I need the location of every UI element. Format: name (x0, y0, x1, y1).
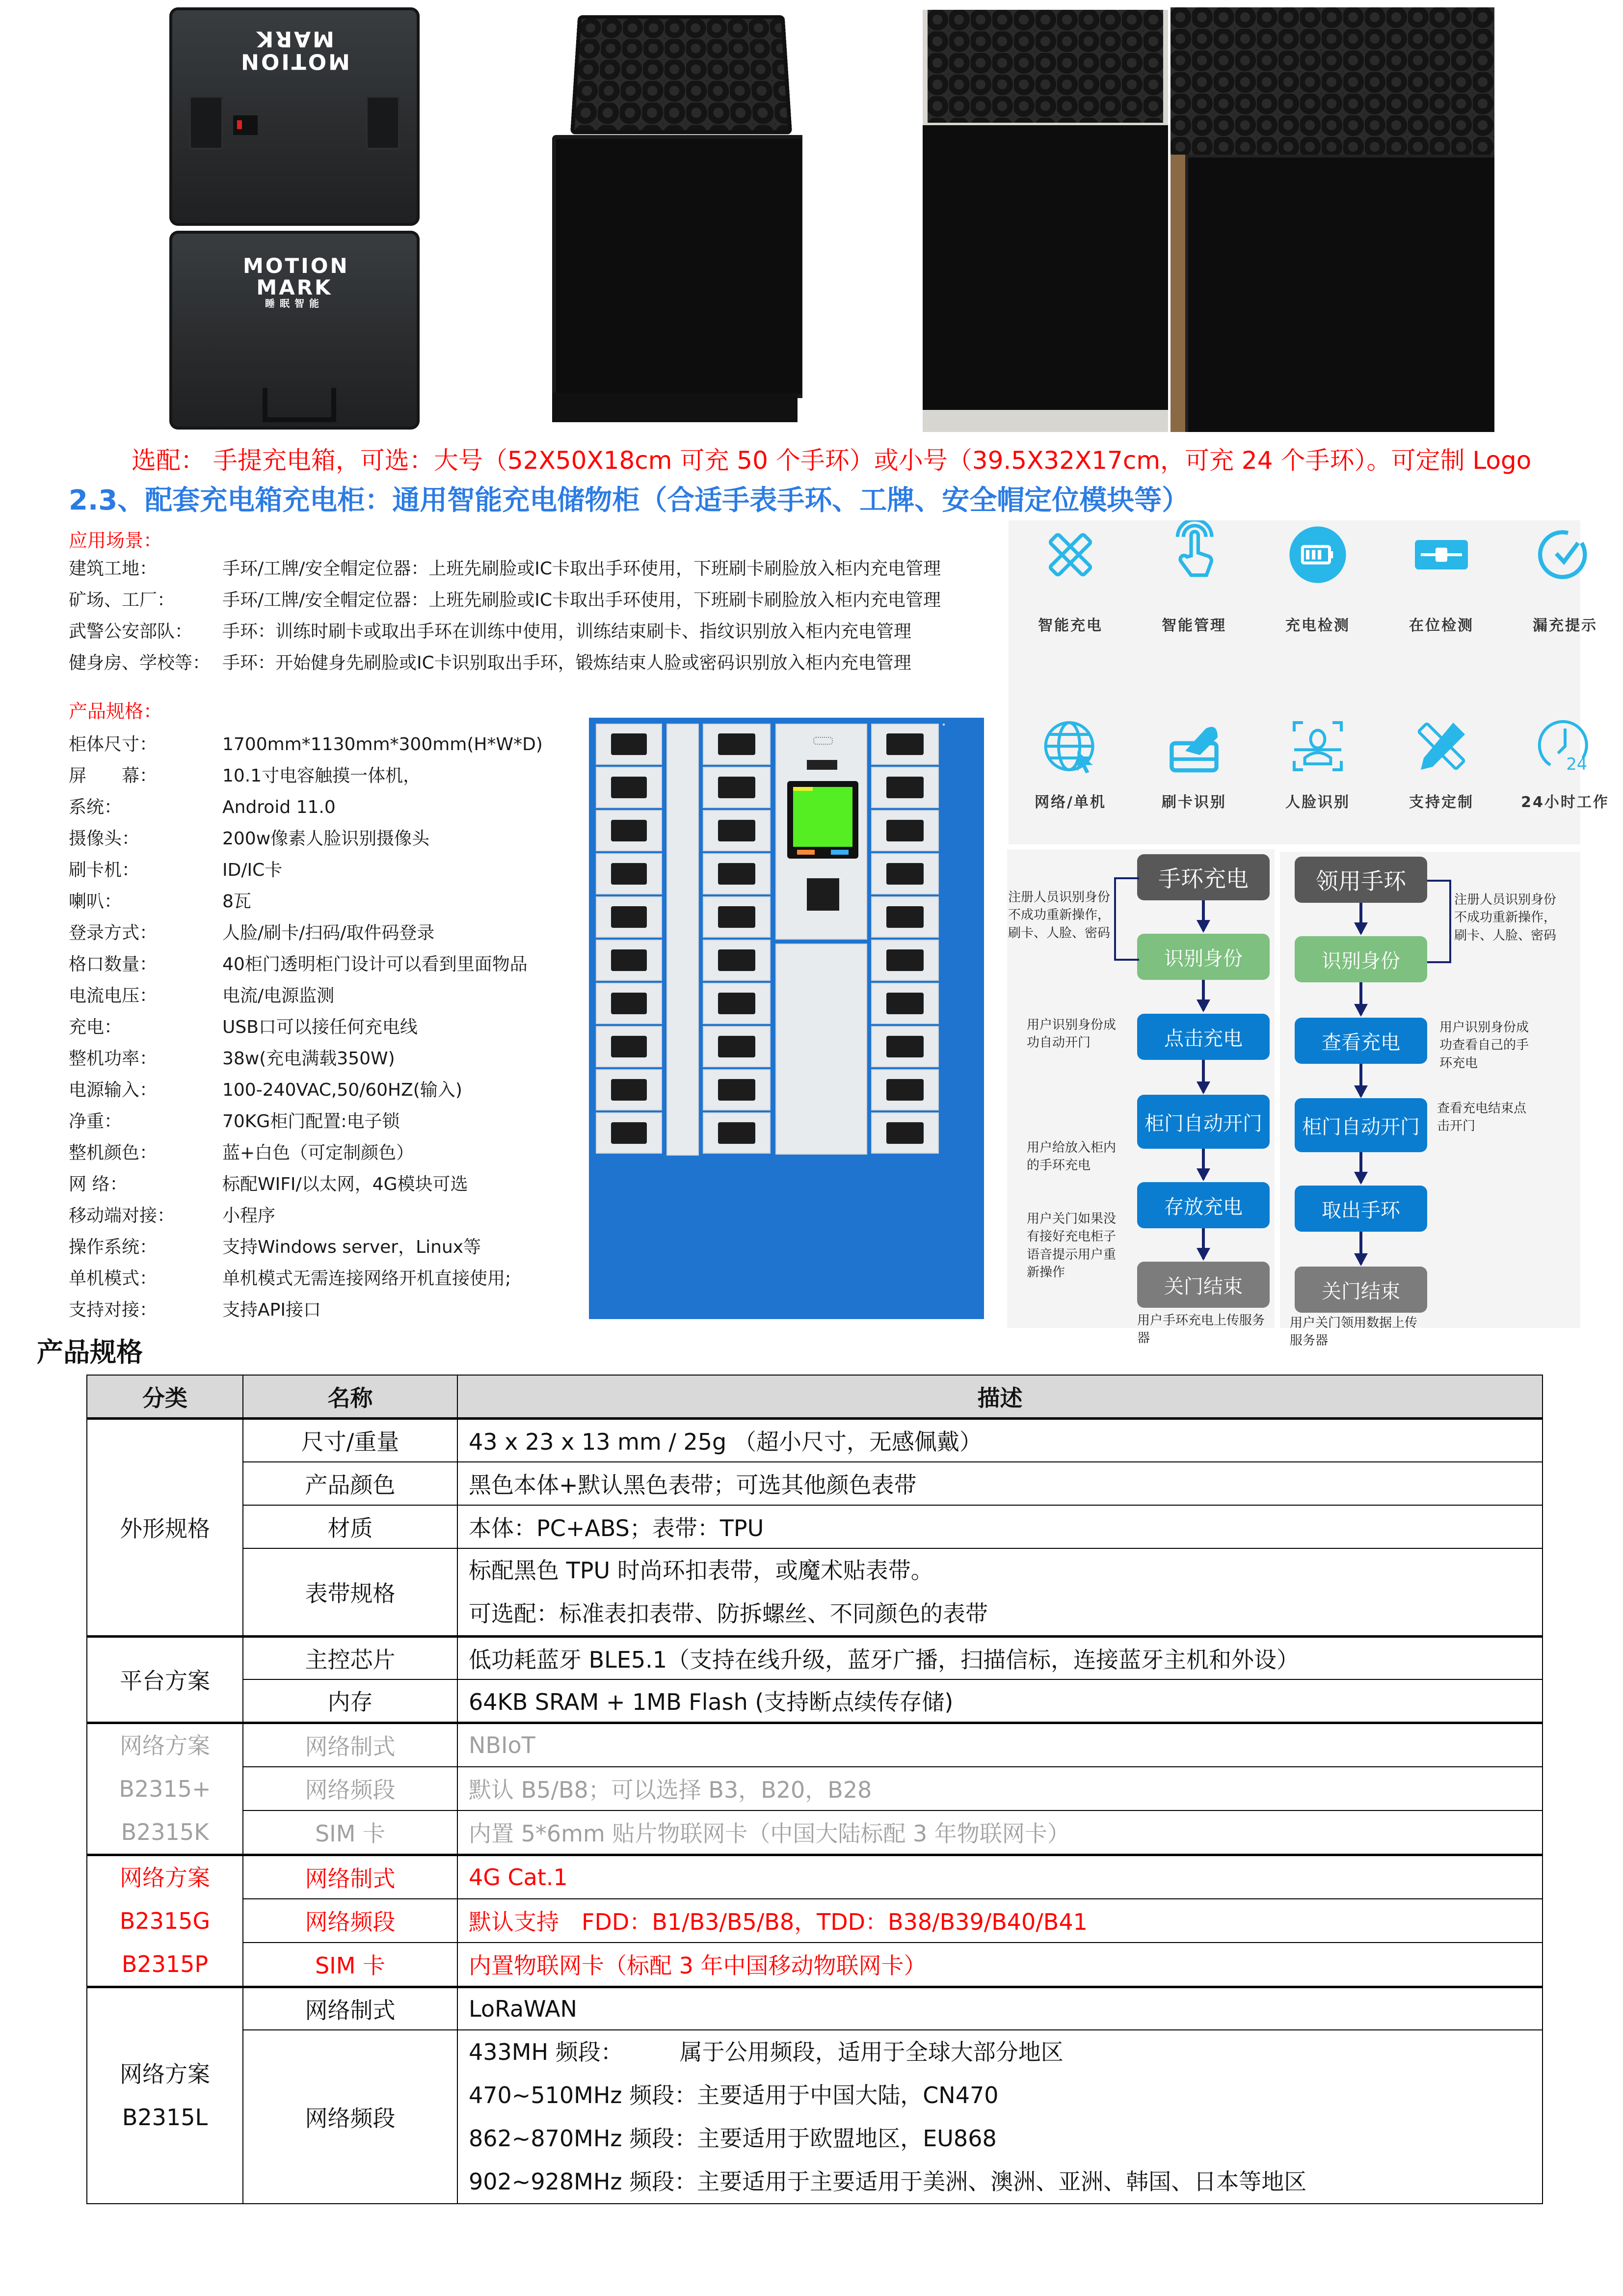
feature-network: 网络/单机 (1009, 717, 1132, 811)
flow-step: 取出手环 (1295, 1186, 1427, 1232)
svg-text:24: 24 (1566, 755, 1588, 774)
desc-cell: 内置 5*6mm 贴片物联网卡（中国大陆标配 3 年物联网卡） (457, 1810, 1543, 1855)
spec-item: 摄像头： 200w像素人脸识别摄像头 (69, 829, 430, 849)
flow-note: 用户识别身份成功查看自己的手环充电 (1439, 1020, 1529, 1071)
flow-step: 存放充电 (1137, 1182, 1270, 1228)
name-cell: 表带规格 (243, 1548, 457, 1637)
side-panel (666, 724, 699, 1156)
name-cell: 网络制式 (243, 1987, 457, 2030)
locker-column (871, 724, 939, 1251)
section-heading: 2.3、配套充电箱充电柜：通用智能充电储物柜（合适手表手环、工牌、安全帽定位模块等） (69, 485, 1190, 516)
table-row (87, 1636, 1543, 1679)
name-cell: SIM 卡 (243, 1810, 457, 1855)
flow-note: 用户给放入柜内的手环充电 (1027, 1140, 1117, 1173)
flow-chart-charge (1007, 849, 1275, 1346)
category-cell: 外形规格 (87, 1419, 243, 1637)
options-note: 选配： 手提充电箱，可选：大号（52X50X18cm 可充 50 个手环）或小号（39.5X32X17cm，可充 24 个手环）。可定制 Logo (132, 446, 1532, 475)
scenario-item: 武警公安部队： 手环：训练时刷卡或取出手环在训练中使用，训练结束刷卡、指纹识别放入柜内充电管理 (69, 621, 912, 642)
table-row (87, 1505, 1543, 1548)
flow-step: 点击充电 (1137, 1014, 1270, 1060)
table-row (87, 1810, 1543, 1855)
col-header: 描述 (457, 1375, 1543, 1419)
power-switch (233, 115, 258, 135)
tools-icon (1041, 525, 1100, 584)
cabinet-specs-label: 产品规格： (69, 701, 162, 722)
plug-icon (1412, 525, 1471, 584)
table-row (87, 1548, 1543, 1637)
name-cell: 网络频段 (243, 2030, 457, 2204)
flow-chart-collect (1280, 852, 1580, 1349)
card-icon (1165, 717, 1224, 776)
desc-cell: 本体：PC+ABS；表带：TPU (457, 1505, 1543, 1548)
category-cell: 网络方案 B2315L (87, 1987, 243, 2204)
cabinet-photo (589, 718, 984, 1319)
pencil-ruler-icon (1412, 717, 1471, 776)
flow-note: 用户关门领用数据上传服务器 (1290, 1316, 1418, 1349)
desc-cell: 默认支持 FDD：B1/B3/B5/B8，TDD：B38/B39/B40/B41 (457, 1899, 1543, 1943)
desc-cell: LoRaWAN (457, 1987, 1543, 2030)
desc-cell: 低功耗蓝牙 BLE5.1（支持在线升级，蓝牙广播，扫描信标，连接蓝牙主机和外设） (457, 1636, 1543, 1679)
name-cell: 网络频段 (243, 1767, 457, 1811)
card-reader (807, 878, 839, 911)
name-cell: 网络制式 (243, 1855, 457, 1899)
desc-cell: 标配黑色 TPU 时尚环扣表带，或魔术贴表带。 可选配：标准表扣表带、防拆螺丝、不同颜色的表带 (457, 1548, 1543, 1637)
flow-note: 注册人员识别身份不成功重新操作，刷卡、人脸、密码 (1008, 890, 1111, 941)
cabinet-spec-list (69, 730, 543, 1327)
spec-item: 整机颜色： 蓝+白色（可定制颜色） (69, 1143, 414, 1163)
spec-table-title: 产品规格 (37, 1337, 143, 1368)
spec-item: 屏 幕： 10.1寸电容触摸一体机， (69, 766, 421, 786)
table-row (87, 1462, 1543, 1505)
spec-item: 支持对接： 支持API接口 (69, 1300, 321, 1320)
battery-icon (1288, 525, 1347, 584)
name-cell: 网络频段 (243, 1899, 457, 1943)
feature-face: 人脸识别 (1256, 717, 1380, 811)
scenario-item: 建筑工地： 手环/工牌/安全帽定位器：上班先刷脸或IC卡取出手环使用，下班刷卡刷脸放入柜内充电管理 (69, 559, 941, 579)
flow-note: 用户关门如果没有接好充电柜子语音提示用户重新操作 (1027, 1212, 1117, 1280)
category-cell: 网络方案 B2315G B2315P (87, 1855, 243, 1987)
photo-closed-case-front (169, 231, 420, 430)
table-row (87, 2030, 1543, 2204)
spec-item: 电流电压： 电流/电源监测 (69, 986, 335, 1006)
feature-24h: 24 24小时工作 (1503, 717, 1623, 811)
spec-item: 柜体尺寸： 1700mm*1130mm*300mm(H*W*D) (69, 734, 543, 755)
feature-smart-manage: 智能管理 (1132, 520, 1256, 635)
flow-step: 手环充电 (1137, 854, 1270, 900)
flow-step: 识别身份 (1137, 934, 1270, 980)
locker-column (596, 724, 662, 1251)
table-row (87, 1723, 1543, 1767)
name-cell: 内存 (243, 1679, 457, 1723)
retry-loop (1114, 877, 1139, 961)
locker-column (703, 724, 771, 1251)
scenarios-label: 应用场景： (69, 530, 162, 551)
spec-item: 整机功率： 38w(充电满载350W) (69, 1049, 395, 1069)
scenario-item: 健身房、学校等： 手环：开始健身先刷脸或IC卡识别取出手环，锻炼结束人脸或密码识别放入柜内充电管理 (69, 653, 911, 673)
photo-open-case-bands (923, 10, 1168, 432)
spec-item: 登录方式： 人脸/刷卡/扫码/取件码登录 (69, 923, 435, 943)
desc-cell: 64KB SRAM + 1MB Flash (支持断点续传存储) (457, 1679, 1543, 1723)
category-cell: 网络方案 B2315+ B2315K (87, 1723, 243, 1855)
desc-cell: 内置物联网卡（标配 3 年中国移动物联网卡） (457, 1943, 1543, 1987)
spec-item: 移动端对接： 小程序 (69, 1206, 276, 1226)
table-row (87, 1855, 1543, 1899)
photo-open-case-watches (1171, 7, 1494, 432)
feature-smart-charge: 智能充电 (1009, 525, 1132, 635)
globe-icon (1041, 717, 1100, 776)
desc-cell: 默认 B5/B8；可以选择 B3，B20，B28 (457, 1767, 1543, 1811)
flow-step: 领用手环 (1295, 857, 1427, 903)
name-cell: 产品颜色 (243, 1462, 457, 1505)
table-row (87, 1899, 1543, 1943)
flow-note: 注册人员识别身份不成功重新操作，刷卡、人脸、密码 (1454, 892, 1557, 943)
spec-item: 电源输入： 100-240VAC,50/60HZ(输入) (69, 1080, 462, 1100)
desc-cell: NBIoT (457, 1723, 1543, 1767)
name-cell: SIM 卡 (243, 1943, 457, 1987)
desc-cell: 黑色本体+默认黑色表带；可选其他颜色表带 (457, 1462, 1543, 1505)
feature-missed-charge: 漏充提示 (1503, 525, 1623, 635)
col-header: 名称 (243, 1375, 457, 1419)
flow-note: 查看充电结束点击开门 (1437, 1101, 1527, 1134)
spec-item: 刷卡机： ID/IC卡 (69, 860, 283, 880)
feature-presence-detect: 在位检测 (1380, 525, 1503, 635)
photo-open-case-empty (547, 10, 802, 427)
flow-note: 用户识别身份成功自动开门 (1027, 1018, 1117, 1051)
table-row (87, 1987, 1543, 2030)
spec-item: 操作系统： 支持Windows server，Linux等 (69, 1237, 481, 1257)
side-panel (943, 724, 945, 726)
flow-step: 关门结束 (1295, 1267, 1427, 1313)
feature-card: 刷卡识别 (1132, 717, 1256, 811)
speaker-icon (813, 737, 833, 745)
flow-step: 柜门自动开门 (1295, 1098, 1427, 1152)
case-logo: MOTION MARK 睡眠智能 (243, 254, 349, 310)
flow-note: 用户手环充电上传服务器 (1137, 1313, 1265, 1346)
flow-step: 柜门自动开门 (1137, 1095, 1270, 1149)
clock24-icon (1536, 717, 1595, 776)
scenario-list (69, 555, 941, 680)
category-cell: 平台方案 (87, 1636, 243, 1723)
table-row (87, 1767, 1543, 1811)
table-row (87, 1679, 1543, 1723)
desc-cell: 4G Cat.1 (457, 1855, 1543, 1899)
spec-item: 网 络： 标配WIFI/以太网，4G模块可选 (69, 1174, 468, 1194)
desc-cell: 433MH 频段： 属于公用频段，适用于全球大部分地区 470~510MHz 频段：主要适用于中国大陆，CN470 862~870MHz 频段：主要适用于欧盟地区，EU868 902~928MHz 频段：主要适用于主要适用于美洲、澳洲、亚洲、韩国、日本等地区 (457, 2030, 1543, 2204)
spec-item: 格口数量： 40柜门透明柜门设计可以看到里面物品 (69, 954, 528, 974)
name-cell: 材质 (243, 1505, 457, 1548)
spec-item: 充电： USB口可以接任何充电线 (69, 1017, 418, 1037)
feature-charge-detect: 充电检测 (1256, 525, 1380, 635)
spec-item: 单机模式： 单机模式无需连接网络开机直接使用; (69, 1269, 511, 1289)
storage-door (775, 944, 867, 1155)
case-logo-flipped: MOTION MARK (239, 26, 350, 74)
spec-table (86, 1375, 1543, 2204)
spec-item: 系统： Android 11.0 (69, 797, 336, 817)
spec-item: 净重： 70KG柜门配置:电子锁 (69, 1111, 400, 1132)
retry-loop (1427, 880, 1451, 963)
scenario-item: 矿场、工厂： 手环/工牌/安全帽定位器：上班先刷脸或IC卡取出手环使用，下班刷卡刷脸放入柜内充电管理 (69, 590, 941, 610)
table-header-row (87, 1375, 1543, 1419)
check-icon (1536, 525, 1595, 584)
feature-grid (1009, 520, 1609, 844)
name-cell: 主控芯片 (243, 1636, 457, 1679)
desc-cell: 43 x 23 x 13 mm / 25g （超小尺寸，无感佩戴） (457, 1419, 1543, 1462)
flow-step: 查看充电 (1295, 1018, 1427, 1064)
touch-screen (787, 781, 858, 859)
col-header: 分类 (87, 1375, 243, 1419)
feature-custom: 支持定制 (1380, 717, 1503, 811)
name-cell: 网络制式 (243, 1723, 457, 1767)
photo-closed-case-top (169, 7, 420, 226)
touch-icon (1165, 520, 1224, 579)
table-row (87, 1943, 1543, 1987)
camera-icon (807, 760, 837, 770)
face-icon (1288, 717, 1347, 776)
control-panel (775, 724, 867, 940)
spec-item: 喇叭： 8瓦 (69, 891, 251, 912)
case-handle (263, 388, 336, 422)
flow-step: 识别身份 (1295, 936, 1427, 982)
table-row (87, 1419, 1543, 1462)
flow-step: 关门结束 (1137, 1262, 1270, 1308)
name-cell: 尺寸/重量 (243, 1419, 457, 1462)
